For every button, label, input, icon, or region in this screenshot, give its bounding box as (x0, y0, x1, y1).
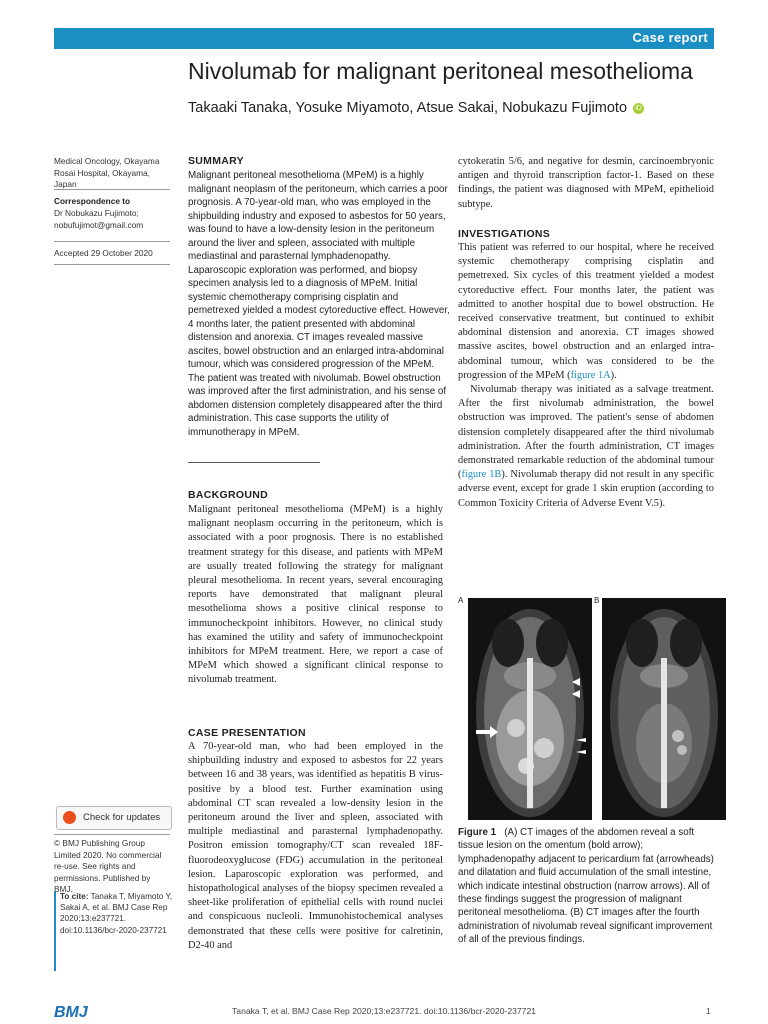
sidebar-divider (54, 241, 170, 242)
correspondence-details[interactable]: Dr Nobukazu Fujimoto; nobufujimot@gmail.com (54, 208, 144, 230)
ct-scan-b-image (602, 598, 726, 820)
summary-text: Malignant peritoneal mesothelioma (MPeM) is a highly malignant neoplasm of the peritoneum, which carries a poor prognosis. A 70-year-old man, who was employed in the shipbuilding industry and exposed to asbestos for 50 years, was found to have a low-density lesion in the peritoneum around the liver and spleen, associated with multiple mediastinal and parasternal lymphadenopathy. Laparoscopic exploration was performed, and biopsy specimen analysis led to a diagnosis of MPeM. Initial systemic chemotherapy comprising cisplatin and pemetrexed yielded a modest cytoreductive effect. However, 4 months later, the patient presented with abdominal distension and anorexia. CT images revealed massive ascites, bowel obstruction and an enlarged intra-abdominal tumour, which was considered progression of the MPeM. The patient was treated with nivolumab. Bowel obstruction was improved after the first administration, and his sense of abdomen distension completely disappeared after the third administration. This case supports the utility of immunotherapy in MPeM. (188, 170, 450, 438)
paragraph-text: Nivolumab therapy was initiated as a salvage treatment. After the first nivolumab administration, the bowel obstruction was improved. The patient's sense of abdomen distension completely disappeared after the third nivolumab administration. After the fourth administration, CT images demonstrated remarkable reduction of the abdominal tumour ( (458, 384, 714, 481)
paragraph-text: This patient was referred to our hospital, where he received systemic chemotherapy comprising cisplatin and pemetrexed. Six cycles of this treatment yielded a modest cytoreductive effect. Four months later, the patient was admitted to another hospital due to bowel obstruction. He received conservative treatment, but continued to exhibit abdominal distension and anorexia. CT images showed massive ascites, bowel obstruction and an enlarged intra-abdominal tumour, which was considered to be the progression of the MPeM ( (458, 242, 714, 381)
caption-text: (A) CT images of the abdomen reveal a soft tissue lesion on the omentum (bold arrow); lymphadenopathy adjacent to pericardium fat (arrowheads) and dilatation and fluid accumulation of the small intestine, which indicate intestinal obstruction (narrow arrows). All of these findings suggest the progression of malignant peritoneal mesothelioma. (B) CT images after the fourth administration of nivolumab reveal significant improvement of all of the previous findings. (458, 827, 714, 946)
accepted-date: Accepted 29 October 2020 (54, 248, 153, 258)
investigations-text (458, 241, 714, 511)
figure-1-caption (458, 826, 716, 947)
summary-divider (188, 462, 320, 463)
sidebar-divider (54, 834, 170, 835)
figure-1 (458, 598, 714, 820)
orcid-icon[interactable]: iD (633, 103, 644, 114)
ct-image-panel-b (602, 598, 726, 820)
crossmark-icon (63, 811, 76, 824)
panel-b-label: B (594, 596, 600, 605)
cite-box (54, 891, 176, 971)
investigations-paragraph-1 (458, 241, 714, 383)
panel-a-label: A (458, 596, 464, 605)
case-presentation-text: A 70-year-old man, who had been employed in the shipbuilding industry and exposed to asbestos for 22 years between 16 and 38 years, was identified as hepatitis B virus-positive by a blood test. Further examination using abdominal CT scan revealed a low-density lesion in the peritoneum around the liver and spleen, associated with multiple mediastinal and parasternal lymphadenopathy. Positron emission tomography/CT scan revealed 18F-fluorodeoxyglucose (FDG) accumulation in the peritoneal lesion. Laparoscopic exploration was performed, and histopathological analyses of the biopsy specimen revealed a sheet-like proliferation of epithelial cells with round nuclei and conspicuous nucleoli. Immunohistochemical analyses demonstrated that these cells were positive for calretinin, D2-40 and (188, 741, 443, 951)
case-presentation-heading: CASE PRESENTATION (188, 727, 306, 739)
sidebar-divider (54, 264, 170, 265)
paragraph-text-end: ). Nivolumab therapy did not result in any specific adverse event, except for grade 1 skin eruption (according to Common Toxicity Criteria of Adverse Event V.5). (458, 469, 714, 509)
check-for-updates-label: Check for updates (83, 812, 161, 823)
cite-text: Tanaka T, Miyamoto Y, Sakai A, et al. BMJ Case Rep 2020;13:e237721. doi:10.1136/bcr-2020-237721 (60, 892, 173, 935)
paragraph-text-end: ). (610, 369, 617, 381)
caption-label: Figure 1 (458, 827, 497, 838)
author-names: Takaaki Tanaka, Yosuke Miyamoto, Atsue Sakai, Nobukazu Fujimoto (188, 100, 628, 116)
ct-image-panel-a (468, 598, 592, 820)
footer-citation: Tanaka T, et al. BMJ Case Rep 2020;13:e237721. doi:10.1136/bcr-2020-237721 (232, 1006, 537, 1016)
figure-1a-link[interactable]: figure 1A (570, 369, 611, 381)
ct-scan-a-image (468, 598, 592, 820)
article-type-label: Case report (632, 30, 708, 45)
correspondence-heading: Correspondence to (54, 196, 131, 206)
investigations-heading: INVESTIGATIONS (458, 228, 551, 240)
background-text: Malignant peritoneal mesothelioma (MPeM) is a highly malignant neoplasm occurring in the peritoneum, which is associated with a poor prognosis. There is no established treatment strategy for this disease, and patients with MPeM are usually treated following the strategy for malignant pleural mesothelioma. In recent years, several encouraging reports have demonstrated that malignant pleural mesothelioma shows a positive clinical response to immunocheckpoint inhibitors. However, no clinical study has examined the utility and safety of immunocheckpoint inhibitors for MPeM treatment. Here, we report a case of MPeM which showed a significant clinical response to nivolumab treatment. (188, 504, 443, 686)
bmj-logo: BMJ (54, 1004, 88, 1021)
case-presentation-continued: cytokeratin 5/6, and negative for desmin, carcinoembryonic antigen and thyroid transcription factor-1. Based on these findings, the patient was diagnosed with MPeM, epithelioid subtype. (458, 156, 714, 210)
cite-label: To cite: (60, 892, 89, 901)
affiliation: Medical Oncology, Okayama Rosai Hospital, Okayama, Japan (54, 156, 160, 189)
page-number: 1 (706, 1006, 711, 1016)
summary-heading: SUMMARY (188, 155, 244, 167)
article-type-banner (54, 28, 714, 49)
sidebar-divider (54, 189, 170, 190)
background-heading: BACKGROUND (188, 489, 268, 501)
author-list (188, 100, 644, 116)
copyright-notice: © BMJ Publishing Group Limited 2020. No commercial re-use. See rights and permissions. Published by BMJ. (54, 838, 162, 894)
check-for-updates-button[interactable] (56, 806, 172, 830)
investigations-paragraph-2 (458, 383, 714, 511)
article-title: Nivolumab for malignant peritoneal mesothelioma (188, 58, 693, 84)
figure-1b-link[interactable]: figure 1B (461, 469, 502, 481)
